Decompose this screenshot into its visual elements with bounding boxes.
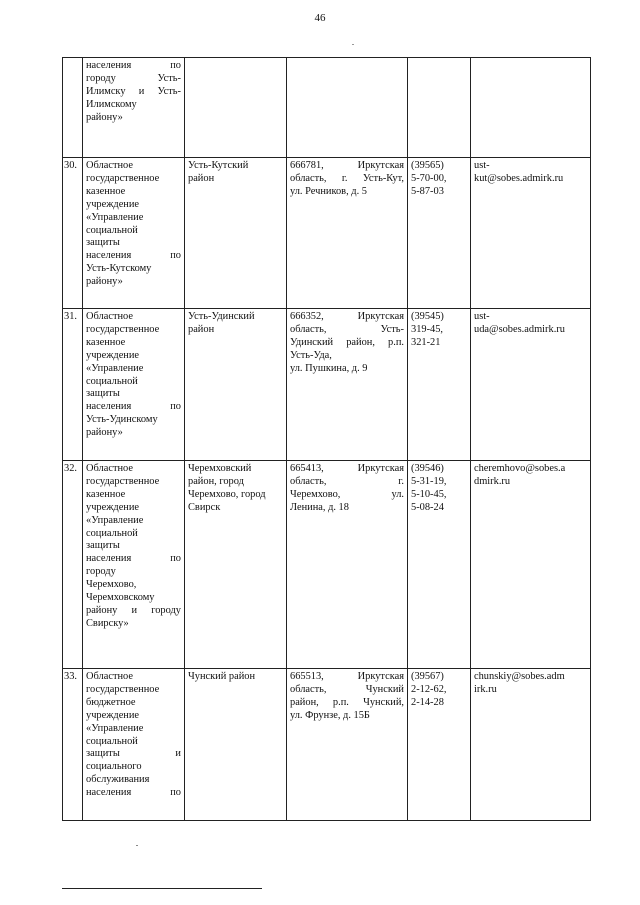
institution-name-line: Областное xyxy=(86,463,133,474)
phone-numbers-cell xyxy=(408,669,471,821)
phone-numbers-cell xyxy=(408,58,471,158)
phone-numbers-line: 5-70-00, xyxy=(411,172,447,184)
phone-numbers-line: 2-14-28 xyxy=(411,696,444,708)
phone-numbers-line: (39567) xyxy=(411,671,444,682)
address-line: Ленина, д. 18 xyxy=(290,501,349,513)
institution-name-line: району» xyxy=(86,276,123,288)
institution-name-line: защиты xyxy=(86,540,120,552)
email-line[interactable]: ust- xyxy=(474,311,490,322)
institution-name-line: Илимску и Усть- xyxy=(86,85,181,97)
phone-numbers-line: 321-21 xyxy=(411,336,441,348)
phone-numbers-line: 5-10-45, xyxy=(411,488,447,500)
institution-name-line: району» xyxy=(86,427,123,439)
institution-name-line: Илимскому xyxy=(86,98,137,110)
institution-name-line: обслуживания xyxy=(86,774,150,786)
institution-name-line: бюджетное xyxy=(86,696,136,708)
email-cell xyxy=(471,58,591,158)
row-number: 31. xyxy=(63,309,83,461)
address-line: 666352, Иркутская xyxy=(290,311,404,322)
institution-name-line: Областное xyxy=(86,160,133,171)
institution-name-line: Областное xyxy=(86,671,133,682)
institution-name-line: государственное xyxy=(86,475,160,487)
institution-name-line: учреждение xyxy=(86,501,140,513)
institution-name-cell xyxy=(83,158,185,309)
email-line[interactable]: cheremhovo@sobes.a xyxy=(474,463,566,474)
district-line: Черемховский xyxy=(188,463,252,474)
institution-name-cell xyxy=(83,58,185,158)
table-row xyxy=(63,669,591,821)
phone-numbers-line: 319-45, xyxy=(411,323,444,335)
institution-name-line: «Управление xyxy=(86,211,144,223)
district-cell xyxy=(185,309,287,461)
institution-name-line: защиты xyxy=(86,237,120,249)
institution-name-line: «Управление xyxy=(86,514,144,526)
address-line: область, Чунский xyxy=(290,683,404,695)
table-body xyxy=(63,58,591,821)
institution-name-line: социальной xyxy=(86,375,138,387)
institution-name-line: «Управление xyxy=(86,362,144,374)
district-cell xyxy=(185,158,287,309)
district-line: Чунский район xyxy=(188,671,256,682)
institution-name-line: населения по xyxy=(86,401,181,413)
institutions-table xyxy=(62,57,591,821)
district-cell xyxy=(185,461,287,669)
phone-numbers-cell xyxy=(408,461,471,669)
district-cell xyxy=(185,58,287,158)
institution-name-line: учреждение xyxy=(86,709,140,721)
institution-name-line: государственное xyxy=(86,323,160,335)
address-line: ул. Пушкина, д. 9 xyxy=(290,362,368,374)
district-line: Черемхово, город xyxy=(188,488,266,500)
institution-name-line: населения по xyxy=(86,787,181,799)
institution-name-line: населения по xyxy=(86,250,181,262)
row-number: 32. xyxy=(63,461,83,669)
district-line: Усть-Удинский xyxy=(188,311,255,322)
district-line: район, город xyxy=(188,475,244,487)
email-cell xyxy=(471,461,591,669)
email-line[interactable]: chunskiy@sobes.adm xyxy=(474,671,565,682)
institution-name-line: населения по xyxy=(86,60,181,71)
phone-numbers-line: 5-08-24 xyxy=(411,501,444,513)
phone-numbers-line: 5-31-19, xyxy=(411,475,447,487)
institution-name-line: государственное xyxy=(86,683,160,695)
district-line: Свирск xyxy=(188,501,221,513)
address-cell xyxy=(287,669,408,821)
institution-name-line: социальной xyxy=(86,224,138,236)
institution-name-line: социальной xyxy=(86,527,138,539)
table-row xyxy=(63,309,591,461)
institution-name-line: защиты и xyxy=(86,748,181,760)
address-line: Черемхово, ул. xyxy=(290,488,404,500)
institution-name-line: Свирску» xyxy=(86,617,129,629)
institution-name-line: учреждение xyxy=(86,198,140,210)
address-line: Усть-Уда, xyxy=(290,349,332,361)
scan-speck xyxy=(352,44,354,45)
address-line: область, г. xyxy=(290,475,404,487)
phone-numbers-line: (39565) xyxy=(411,160,444,171)
district-line: район xyxy=(188,323,215,335)
address-line: ул. Фрунзе, д. 15Б xyxy=(290,709,370,721)
table-row xyxy=(63,158,591,309)
email-line[interactable]: ust- xyxy=(474,160,490,171)
page-number: 46 xyxy=(314,12,326,24)
email-cell xyxy=(471,669,591,821)
address-line: область, Усть- xyxy=(290,323,404,335)
email-line[interactable]: kut@sobes.admirk.ru xyxy=(474,172,564,184)
phone-numbers-cell xyxy=(408,158,471,309)
address-line: ул. Речников, д. 5 xyxy=(290,185,367,197)
email-line[interactable]: uda@sobes.admirk.ru xyxy=(474,323,565,335)
phone-numbers-line: 5-87-03 xyxy=(411,185,444,197)
institution-name-line: Усть-Кутскому xyxy=(86,263,152,275)
district-line: Усть-Кутский xyxy=(188,160,249,171)
institution-name-line: государственное xyxy=(86,172,160,184)
institution-name-line: городу xyxy=(86,566,116,578)
row-number: 30. xyxy=(63,158,83,309)
address-cell xyxy=(287,158,408,309)
row-number: 33. xyxy=(63,669,83,821)
institution-name-line: Усть-Удинскому xyxy=(86,414,158,426)
phone-numbers-cell xyxy=(408,309,471,461)
email-line[interactable]: dmirk.ru xyxy=(474,475,511,487)
row-number xyxy=(63,58,83,158)
address-line: район, р.п. Чунский, xyxy=(290,696,404,708)
district-cell xyxy=(185,669,287,821)
footnote-rule xyxy=(62,888,262,889)
institution-name-line: учреждение xyxy=(86,349,140,361)
address-line: область, г. Усть-Кут, xyxy=(290,172,404,184)
table-row xyxy=(63,58,591,158)
address-cell xyxy=(287,309,408,461)
institution-name-cell xyxy=(83,461,185,669)
address-line: 666781, Иркутская xyxy=(290,160,404,171)
institution-name-line: городу Усть- xyxy=(86,72,181,84)
district-line: район xyxy=(188,172,215,184)
institution-name-line: району и городу xyxy=(86,604,181,616)
institution-name-line: району» xyxy=(86,111,123,123)
institution-name-line: населения по xyxy=(86,553,181,565)
address-line: 665413, Иркутская xyxy=(290,463,404,474)
address-cell xyxy=(287,58,408,158)
institution-name-cell xyxy=(83,669,185,821)
institution-name-line: социального xyxy=(86,761,142,773)
institution-name-line: казенное xyxy=(86,336,126,348)
institution-name-line: Черемхово, xyxy=(86,579,137,591)
address-line: Удинский район, р.п. xyxy=(290,336,404,348)
phone-numbers-line: 2-12-62, xyxy=(411,683,447,695)
institution-name-line: Областное xyxy=(86,311,133,322)
institution-name-line: казенное xyxy=(86,488,126,500)
institution-name-line: социальной xyxy=(86,735,138,747)
phone-numbers-line: (39545) xyxy=(411,311,444,322)
institution-name-cell xyxy=(83,309,185,461)
email-line[interactable]: irk.ru xyxy=(474,683,497,695)
address-line: 665513, Иркутская xyxy=(290,671,404,682)
institution-name-line: «Управление xyxy=(86,722,144,734)
table-row xyxy=(63,461,591,669)
institution-name-line: защиты xyxy=(86,388,120,400)
scan-speck xyxy=(136,845,138,846)
address-cell xyxy=(287,461,408,669)
institution-name-line: Черемховскому xyxy=(86,592,155,604)
phone-numbers-line: (39546) xyxy=(411,463,444,474)
email-cell xyxy=(471,309,591,461)
institution-name-line: казенное xyxy=(86,185,126,197)
email-cell xyxy=(471,158,591,309)
